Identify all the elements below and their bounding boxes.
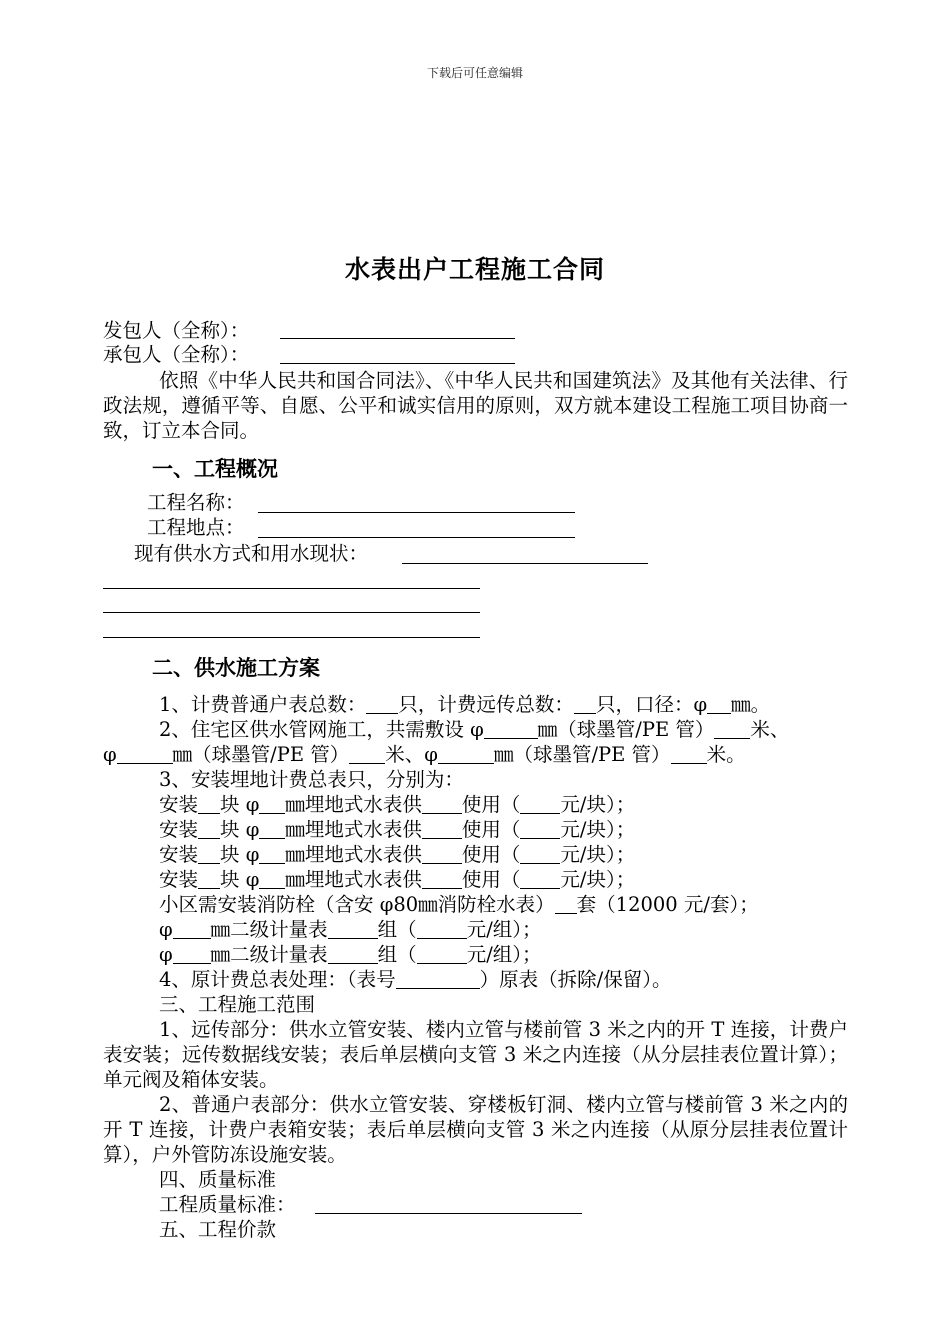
item-3: 3、安装埋地计费总表只，分别为： [159, 768, 464, 791]
household-meter-count-blank[interactable] [366, 694, 398, 714]
meter-qty-blank[interactable] [198, 844, 220, 864]
meter-qty-blank[interactable] [198, 869, 220, 889]
meter-size-blank[interactable] [259, 869, 285, 889]
item-1: 1、计费普通户表总数： 只，计费远传总数： 只，口径：φ ㎜。 [159, 693, 771, 716]
pipe-diameter-3-blank[interactable] [438, 744, 494, 764]
meter-price-blank[interactable] [520, 819, 560, 839]
supply-status-blank[interactable] [402, 563, 648, 564]
project-name-label: 工程名称： [147, 491, 245, 514]
party-b-label: 承包人（全称）： [103, 343, 250, 366]
party-a-blank[interactable] [280, 338, 515, 339]
project-location-blank[interactable] [258, 537, 575, 538]
meter-number-blank[interactable] [396, 969, 480, 989]
scope-paragraph-2: 2、普通户表部分：供水立管安装、穿楼板钉洞、楼内立管与楼前管 3 米之内的开 T 连接，计费户表箱安装；表后单层横向支管 3 米之内连接（从原分层挂表位置计算），户外管防冻设施安装。 [103, 1093, 848, 1166]
supply-status-label: 现有供水方式和用水现状： [134, 542, 369, 565]
meter-price-blank[interactable] [520, 794, 560, 814]
pipe-length-3-blank[interactable] [671, 744, 707, 764]
item-4: 4、原计费总表处理：（表号 ）原表（拆除/保留）。 [159, 968, 672, 991]
meter-qty-blank[interactable] [198, 794, 220, 814]
meter-row-3: 安装 块 φ ㎜埋地式水表供 使用（ 元/块）； [159, 843, 636, 866]
meter-use-blank[interactable] [422, 819, 462, 839]
meter-use-blank[interactable] [422, 844, 462, 864]
section-2-heading: 二、供水施工方案 [152, 656, 320, 680]
secondary-meter-row-2: φ ㎜二级计量表 组（ 元/组）； [159, 943, 542, 966]
quality-standard-label: 工程质量标准： [159, 1193, 296, 1216]
meter-row-2: 安装 块 φ ㎜埋地式水表供 使用（ 元/块）； [159, 818, 636, 841]
secondary-price-blank[interactable] [417, 944, 467, 964]
meter-size-blank[interactable] [259, 844, 285, 864]
secondary-size-blank[interactable] [173, 919, 211, 939]
secondary-meter-row-1: φ ㎜二级计量表 组（ 元/组）； [159, 918, 542, 941]
intro-paragraph: 依照《中华人民共和国合同法》、《中华人民共和国建筑法》及其他有关法律、行政法规，遵循平等、自愿、公平和诚实信用的原则，双方就本建设工程施工项目协商一致，订立本合同。 [103, 369, 848, 442]
scope-paragraph-1: 1、远传部分：供水立管安装、楼内立管与楼前管 3 米之内的开 T 连接，计费户表安装；远传数据线安装；表后单层横向支管 3 米之内连接（从分层挂表位置计算）；单元阀及箱体安装。 [103, 1018, 848, 1091]
project-location-label: 工程地点： [147, 516, 245, 539]
pipe-length-1-blank[interactable] [714, 719, 750, 739]
fire-hydrant-row: 小区需安装消防栓（含安 φ80㎜消防栓水表） 套（12000 元/套）； [159, 893, 759, 916]
supply-status-line-4[interactable] [103, 637, 480, 638]
meter-use-blank[interactable] [422, 794, 462, 814]
secondary-qty-blank[interactable] [328, 944, 378, 964]
meter-size-blank[interactable] [259, 819, 285, 839]
section-5-heading: 五、工程价款 [159, 1218, 277, 1241]
meter-row-4: 安装 块 φ ㎜埋地式水表供 使用（ 元/块）； [159, 868, 636, 891]
pipe-diameter-2-blank[interactable] [117, 744, 173, 764]
meter-use-blank[interactable] [422, 869, 462, 889]
meter-price-blank[interactable] [520, 869, 560, 889]
item-2: 2、住宅区供水管网施工，共需敷设 φ ㎜（球墨管/PE 管） 米、 [159, 718, 790, 741]
remote-meter-count-blank[interactable] [574, 694, 596, 714]
hydrant-qty-blank[interactable] [555, 894, 577, 914]
pipe-diameter-1-blank[interactable] [484, 719, 538, 739]
section-3-heading: 三、工程施工范围 [159, 993, 316, 1016]
section-4-heading: 四、质量标准 [159, 1168, 277, 1191]
party-a-label: 发包人（全称）： [103, 319, 250, 342]
secondary-qty-blank[interactable] [328, 919, 378, 939]
secondary-size-blank[interactable] [173, 944, 211, 964]
supply-status-line-2[interactable] [103, 588, 480, 589]
meter-row-1: 安装 块 φ ㎜埋地式水表供 使用（ 元/块）； [159, 793, 636, 816]
item-2-continued: φ ㎜（球墨管/PE 管） 米、φ ㎜（球墨管/PE 管） 米。 [103, 743, 746, 766]
supply-status-line-3[interactable] [103, 612, 480, 613]
project-name-blank[interactable] [258, 512, 575, 513]
meter-qty-blank[interactable] [198, 819, 220, 839]
section-1-heading: 一、工程概况 [152, 457, 278, 481]
pipe-length-2-blank[interactable] [349, 744, 385, 764]
quality-standard-blank[interactable] [315, 1213, 582, 1214]
meter-size-blank[interactable] [259, 794, 285, 814]
caliber-blank[interactable] [707, 694, 731, 714]
party-b-blank[interactable] [280, 363, 515, 364]
meter-price-blank[interactable] [520, 844, 560, 864]
header-note: 下载后可任意编辑 [426, 66, 523, 80]
secondary-price-blank[interactable] [417, 919, 467, 939]
document-title: 水表出户工程施工合同 [344, 255, 605, 284]
